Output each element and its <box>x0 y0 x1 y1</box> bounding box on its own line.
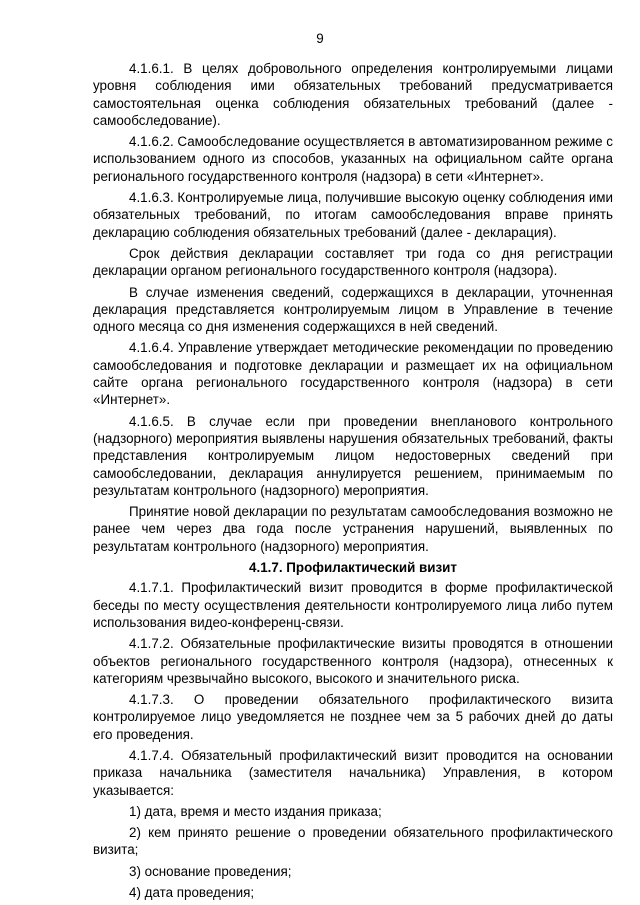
document-body <box>93 60 613 905</box>
section-heading: 4.1.7. Профилактический визит <box>249 560 457 576</box>
paragraph-new-declaration: Принятие новой декларации по результатам самообследования возможно не ранее чем через два года после устранения нарушений, выявленных по результатам контрольного (надзорного) мероприятия. <box>93 504 613 554</box>
paragraph-4-1-7-2: 4.1.7.2. Обязательные профилактические визиты проводятся в отношении объектов регионального государственного контроля (надзора), отнесенных к категориям чрезвычайно высокого, высокого и значительного риска. <box>93 636 613 686</box>
paragraph-4-1-6-2: 4.1.6.2. Самообследование осуществляется в автоматизированном режиме с использованием одного из способов, указанных на официальном сайте органа регионального государственного контроля (надзора) в сети «Интернет». <box>93 134 613 184</box>
list-item: 2) кем принято решение о проведении обязательного профилактического визита; <box>93 825 613 858</box>
list-item: 4) дата проведения; <box>129 885 255 901</box>
paragraph-declaration-update: В случае изменения сведений, содержащихся в декларации, уточненная декларация представляется контролируемым лицом в Управление в течение одного месяца со дня изменения содержащихся в ней сведений. <box>93 284 613 335</box>
paragraph-4-1-6-1: 4.1.6.1. В целях добровольного определения контролируемыми лицами уровня соблюдения ими обязательных требований предусматривается самостоятельная оценка соблюдения обязательных требований (далее - самообследование). <box>93 61 613 128</box>
paragraph-declaration-term: Срок действия декларации составляет три года со дня регистрации декларации органом регионального государственного контроля (надзора). <box>93 245 613 279</box>
paragraph-4-1-7-4: 4.1.7.4. Обязательный профилактический визит проводится на основании приказа начальника (заместителя начальника) Управления, в котором указывается: <box>93 747 613 798</box>
list-item: 1) дата, время и место издания приказа; <box>129 803 382 819</box>
page-number: 9 <box>316 31 324 46</box>
paragraph-4-1-6-4: 4.1.6.4. Управление утверждает методические рекомендации по проведению самообследования и подготовке декларации и размещает их на официальном сайте органа регионального государственного контроля (надзора) в сети «Интернет». <box>93 340 613 408</box>
paragraph-4-1-7-3: 4.1.7.3. О проведении обязательного профилактического визита контролируемое лицо уведомляется не позднее чем за 5 рабочих дней до даты его проведения. <box>93 692 613 742</box>
paragraph-4-1-6-5: 4.1.6.5. В случае если при проведении внепланового контрольного (надзорного) мероприятия выявлены нарушения обязательных требований, факты представления контролируемым лицом недостоверных сведений при самообследовании, декларация аннулируется решением, принимаемым по результатам контрольного (надзорного) мероприятия. <box>93 413 613 498</box>
paragraph-4-1-6-3: 4.1.6.3. Контролируемые лица, получившие высокую оценку соблюдения ими обязательных требований, по итогам самообследования вправе принять декларацию соблюдения обязательных требований (далее - декларация). <box>93 190 613 240</box>
list-item: 3) основание проведения; <box>129 863 292 879</box>
paragraph-4-1-7-1: 4.1.7.1. Профилактический визит проводится в форме профилактической беседы по месту осуществления деятельности контролируемого лица либо путем использования видео-конференц-связи. <box>93 580 613 630</box>
